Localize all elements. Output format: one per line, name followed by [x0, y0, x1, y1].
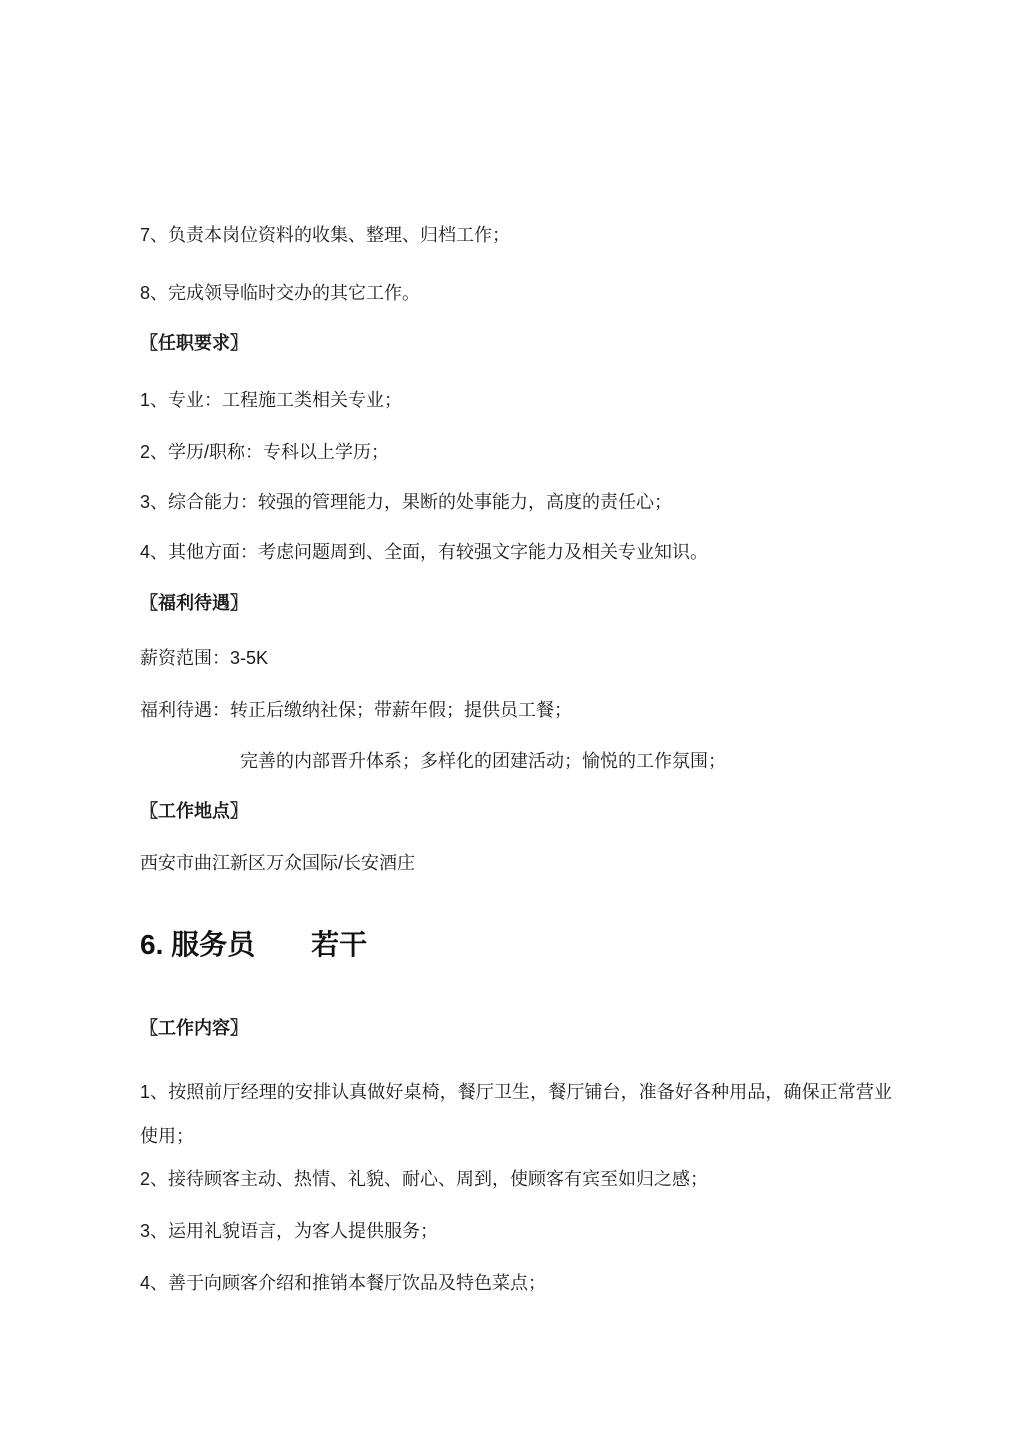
requirement-item-2: 2、学历/职称：专科以上学历；	[140, 442, 390, 462]
salary-range-line: 薪资范围：3-5K	[140, 648, 269, 668]
welfare-line-1: 福利待遇：转正后缴纳社保；带薪年假；提供员工餐；	[140, 700, 572, 720]
requirement-item-1: 1、专业：工程施工类相关专业；	[140, 390, 403, 410]
work-item-1-line-2: 使用；	[140, 1126, 194, 1146]
requirement-item-4: 4、其他方面：考虑问题周到、全面，有较强文字能力及相关专业知识。	[140, 542, 709, 562]
work-item-2: 2、接待顾客主动、热情、礼貌、耐心、周到，使顾客有宾至如归之感；	[140, 1169, 709, 1189]
duty-item-8: 8、完成领导临时交办的其它工作。	[140, 283, 421, 303]
section-header-location: 〖工作地点〗	[140, 801, 248, 821]
work-item-1	[140, 1070, 892, 1158]
work-item-1-line-1: 1、按照前厅经理的安排认真做好桌椅，餐厅卫生，餐厅铺台，准备好各种用品，确保正常营业	[140, 1082, 892, 1102]
work-item-4: 4、善于向顾客介绍和推销本餐厅饮品及特色菜点；	[140, 1273, 547, 1293]
work-item-3: 3、运用礼貌语言，为客人提供服务；	[140, 1221, 439, 1241]
section-header-requirements: 〖任职要求〗	[140, 333, 248, 353]
requirement-item-3: 3、综合能力：较强的管理能力，果断的处事能力，高度的责任心；	[140, 492, 673, 512]
position-6-heading: 6. 服务员 若干	[140, 929, 368, 960]
welfare-line-2: 完善的内部晋升体系；多样化的团建活动；愉悦的工作氛围；	[240, 751, 726, 771]
location-address: 西安市曲江新区万众国际/长安酒庄	[140, 853, 415, 873]
section-header-work-content: 〖工作内容〗	[140, 1018, 248, 1038]
section-header-benefits: 〖福利待遇〗	[140, 593, 248, 613]
duty-item-7: 7、负责本岗位资料的收集、整理、归档工作；	[140, 225, 511, 245]
